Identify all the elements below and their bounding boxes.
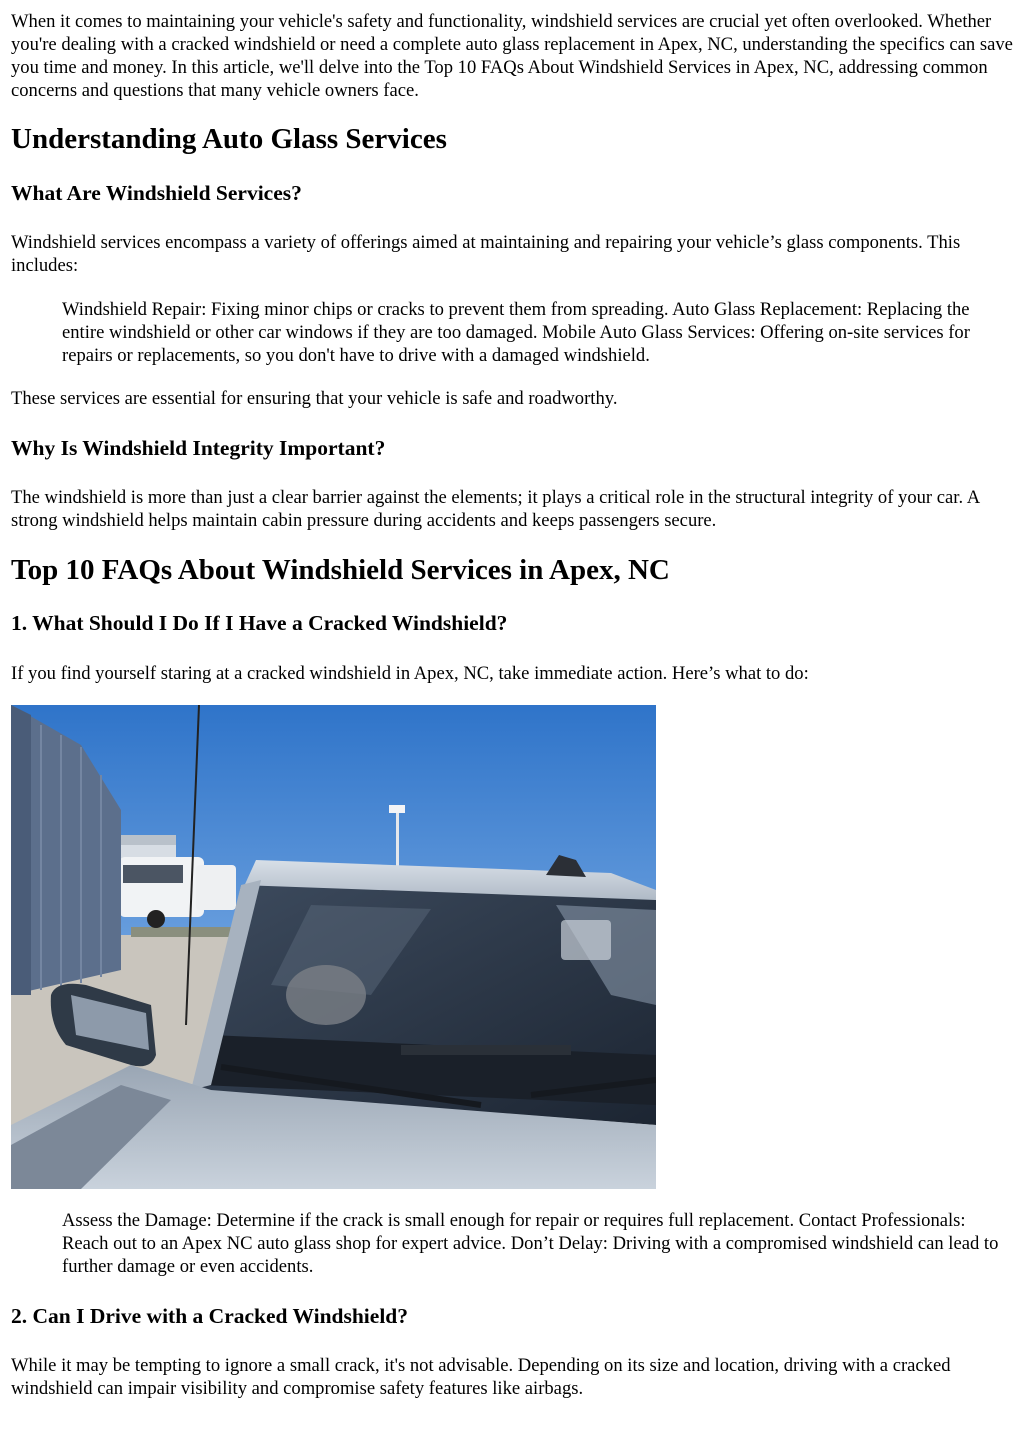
faq-1-heading: 1. What Should I Do If I Have a Cracked Windshield? bbox=[11, 611, 508, 635]
faq-2-text: While it may be tempting to ignore a small crack, it's not advisable. Depending on its size and location, driving with a cracked windshield can impair visibility and compromise safety features like airbags. bbox=[11, 1355, 951, 1399]
section-heading-top10: Top 10 FAQs About Windshield Services in Apex, NC bbox=[11, 554, 670, 586]
paragraph-why-integrity: The windshield is more than just a clear barrier against the elements; it plays a critical role in the structural integrity of your car. A strong windshield helps maintain cabin pressure during accidents and keeps passengers secure. bbox=[11, 487, 980, 531]
intro-paragraph: When it comes to maintaining your vehicle's safety and functionality, windshield services are crucial yet often overlooked. Whether you're dealing with a cracked windshield or need a complete auto glass replacement in Apex, NC, understanding the specifics can save you time and money. In this article, we'll delve into the Top 10 FAQs About Windshield Services in Apex, NC, addressing common concerns and questions that many vehicle owners face. bbox=[11, 11, 1013, 101]
subheading-why-integrity: Why Is Windshield Integrity Important? bbox=[11, 436, 386, 460]
services-list: Windshield Repair: Fixing minor chips or cracks to prevent them from spreading. Auto Glass Replacement: Replacing the entire windshield or other car windows if they are too damaged. Mobile Auto Glass Services: Offering on-site services for repairs or replacements, so you don't have to drive with a damaged windshield. bbox=[62, 299, 970, 366]
paragraph-what-are-services: Windshield services encompass a variety of offerings aimed at maintaining and repairing your vehicle’s glass components. This includes: bbox=[11, 232, 961, 276]
subheading-what-are-services: What Are Windshield Services? bbox=[11, 181, 302, 205]
paragraph-essential: These services are essential for ensuring that your vehicle is safe and roadworthy. bbox=[11, 388, 618, 409]
section-heading-understanding: Understanding Auto Glass Services bbox=[11, 123, 447, 155]
truck-windshield-image bbox=[11, 705, 656, 1189]
faq-1-text: If you find yourself staring at a cracked windshield in Apex, NC, take immediate action. Here’s what to do: bbox=[11, 663, 809, 684]
windshield-photo bbox=[11, 705, 656, 1189]
cracked-steps-list: Assess the Damage: Determine if the crack is small enough for repair or requires full replacement. Contact Professionals: Reach out to an Apex NC auto glass shop for expert advice. Don’t Delay: Driving with a compromised windshield can lead to further damage or even accidents. bbox=[62, 1210, 999, 1277]
faq-2-heading: 2. Can I Drive with a Cracked Windshield? bbox=[11, 1304, 409, 1328]
